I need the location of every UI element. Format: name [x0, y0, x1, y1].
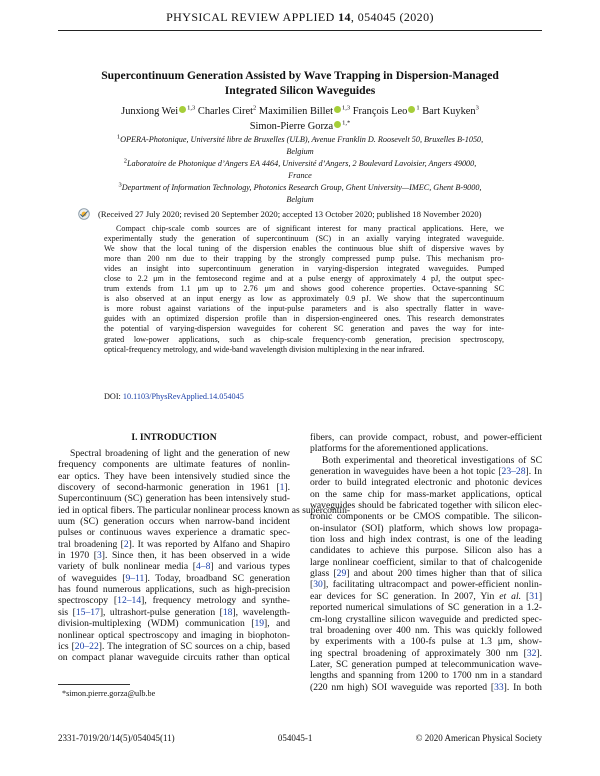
abstract-line: optical-frequency metrology, and wide-band wavelength division multiplexing in the near infrared.: [104, 344, 425, 354]
header-rule: [58, 30, 542, 31]
text-line: [58, 584, 290, 595]
doi-link[interactable]: 10.1103/PhysRevApplied.14.054045: [122, 392, 244, 401]
author: Charles Ciret$^2$: [197, 104, 257, 117]
citation-link[interactable]: 20–22: [74, 640, 99, 652]
abstract-line: experimentally study the generation of supercontinuum (SC) in an axially varying integrated waveguide.: [104, 234, 504, 244]
text-run: waveguides should be fabricated together with silicon elec-: [310, 500, 542, 512]
check-for-updates-icon[interactable]: [78, 208, 90, 220]
text-run: tronic components or be CMOS compatible. The silicon-: [310, 511, 542, 523]
text-line: [58, 607, 290, 618]
title-line: Supercontinuum Generation Assisted by Wave Trapping in Dispersion-Managed: [101, 69, 499, 82]
abstract: [104, 224, 504, 355]
text-line: [58, 652, 290, 663]
text-run: pulses or continuous waves experience a dramatic spec-: [58, 527, 290, 539]
text-run: fibers, can provide compact, robust, and power-efficient: [310, 432, 542, 443]
text-run: tral broadening over 400 nm. This was quickly followed: [310, 624, 542, 636]
citation-link[interactable]: 33: [494, 681, 504, 693]
text-run: et al.: [499, 590, 522, 602]
page-footer: [58, 733, 542, 743]
text-line: [58, 448, 290, 459]
footnote-rule: [58, 684, 130, 685]
text-line: [310, 511, 542, 522]
text-run: ]. Today, broadband SC generation: [144, 572, 290, 584]
text-run: ] and various types: [210, 561, 290, 573]
text-run: ]. In: [525, 466, 542, 478]
text-run: spectroscopy [: [58, 595, 118, 607]
text-line: [310, 500, 542, 511]
text-line: [58, 459, 290, 470]
article-title: [60, 68, 540, 98]
journal-volume: 14: [338, 10, 351, 24]
abstract-line: vides an insight into supercontinuum generation in varying-dispersion integrated waveguides. Pumped: [104, 264, 504, 274]
text-run: platforms for the aforementioned applications.: [310, 443, 489, 455]
text-run: ], ultrashort-pulse generation [: [99, 606, 223, 618]
text-run: (220 nm high) SOI waveguide was reported [: [310, 681, 495, 693]
article-number: 054045 (2020): [357, 10, 434, 24]
text-run: ]: [538, 590, 543, 602]
received-text: (Received 27 July 2020; revised 20 September 2020; accepted 13 October 2020; published 18 November 2020): [98, 209, 482, 219]
text-line: [310, 557, 542, 568]
text-line: [310, 591, 542, 602]
text-run: lengths and spanning from 1200 to 1700 nm in a standard: [310, 670, 542, 682]
abstract-line: close to 2.2 μm in the femtosecond regime and at a pulse energy of approximately 4 pJ, the output spec-: [104, 274, 504, 284]
text-line: [310, 466, 542, 477]
citation-link[interactable]: 23–28: [501, 466, 526, 478]
text-run: ].: [284, 482, 290, 494]
text-line: [310, 489, 542, 500]
orcid-icon[interactable]: [334, 106, 341, 113]
doi-label: DOI:: [104, 392, 121, 401]
text-line: [310, 545, 542, 556]
text-run: has found numerous applications, such as high-precision: [58, 584, 290, 596]
text-run: sis [: [58, 606, 76, 618]
text-run: ].: [536, 647, 542, 659]
copyright: © 2020 American Physical Society: [415, 733, 542, 743]
text-run: ics [: [58, 640, 75, 652]
affiliations: [90, 134, 510, 206]
text-run: ], and: [264, 618, 290, 630]
text-run: generation in waveguides have been a hot topic [: [310, 466, 502, 478]
journal-name: PHYSICAL REVIEW APPLIED: [166, 10, 335, 24]
text-line: [310, 579, 542, 590]
text-run: nonlinear optical spectroscopy and imaging in biophoton-: [58, 629, 290, 641]
text-line: [310, 636, 542, 647]
text-run: tral broadening [: [58, 538, 124, 550]
text-run: candidates to achieve this purpose. Silicon also has a: [310, 545, 542, 557]
text-line: [310, 602, 542, 613]
text-line: [310, 432, 542, 443]
text-run: frequency components are ultimate features of nonlin-: [58, 459, 290, 471]
text-run: tion loss and high index contrast, is one of the leading: [310, 534, 542, 546]
text-line: [58, 641, 290, 652]
text-line: [310, 648, 542, 659]
text-run: ]. The integration of SC sources on a chip, based: [98, 640, 290, 652]
author: Bart Kuyken$^3$: [422, 104, 479, 117]
text-line: [310, 659, 542, 670]
text-run: ], frequency metrology and synthe-: [141, 595, 290, 607]
page-number: 054045-1: [277, 733, 313, 743]
orcid-icon[interactable]: [408, 106, 415, 113]
text-line: [58, 550, 290, 561]
text-line: [58, 561, 290, 572]
text-run: uum (SC) generation occurs when narrow-band incident: [58, 516, 290, 528]
text-line: [58, 482, 290, 493]
text-run: [: [521, 590, 530, 602]
text-line: [310, 523, 542, 534]
abstract-line: We show that the local tuning of the dispersion enables the continuous blue shift of dispersive waves by: [104, 244, 504, 254]
citation-link[interactable]: 32: [526, 647, 537, 659]
citation-link[interactable]: 2: [123, 538, 129, 550]
citation-link[interactable]: 1: [279, 482, 285, 494]
author: François Leo $^1$: [352, 104, 420, 117]
text-run: Spectral broadening of light and the generation of new: [70, 448, 290, 459]
text-run: discovery of second-harmonic generation in 1961 [: [58, 482, 280, 494]
abstract-line: Compact chip-scale comb sources are of significant interest for many practical applications. Here, we: [116, 224, 504, 233]
text-run: on-insulator (SOI) platform, which shows low propaga-: [310, 522, 542, 534]
author-list: [60, 104, 540, 134]
text-run: ]. Since then, it has been observed in a wide: [101, 550, 290, 562]
text-run: order to build integrated electronic and photonic devices: [310, 477, 542, 489]
text-run: glass [: [310, 568, 337, 580]
author: Maximilien Billet $^{1,3}$: [258, 104, 351, 117]
abstract-line: the potential of varying-dispersion waveguides for coherent SC generation and paves the way for inte-: [104, 324, 504, 334]
orcid-icon[interactable]: [334, 121, 341, 128]
text-run: on the same chip for mass-market applications, optical: [310, 488, 542, 500]
text-run: ]. In both: [503, 681, 542, 693]
citation-link[interactable]: 12–14: [117, 595, 142, 607]
text-run: Both experimental and theoretical investigations of SC: [322, 454, 542, 466]
text-line: [310, 455, 542, 466]
doi: [104, 392, 244, 401]
text-line: [310, 614, 542, 625]
citation-link[interactable]: 4–8: [196, 561, 211, 573]
text-run: on compact planar waveguide circuits rather than optical: [58, 652, 290, 664]
text-line: [58, 595, 290, 606]
abstract-line: guides with an optimized dispersion profile than in dispersion-engineered ones. This research demonstrates: [104, 314, 504, 324]
text-run: ], wavelength-: [232, 606, 290, 618]
text-line: [58, 471, 290, 482]
received-dates: [78, 208, 528, 220]
text-run: ], facilitating ultracompact and power-efficient nonlin-: [322, 579, 542, 591]
text-run: cm-long crystalline silicon waveguide and predicted spec-: [310, 613, 542, 625]
text-run: [: [310, 579, 314, 591]
abstract-line: is also observed at an input energy as low as approximately 0.9 pJ. We show that the supercontinuum: [104, 294, 504, 304]
text-run: variety of bulk nonlinear media [: [58, 561, 196, 573]
text-run: Supercontinuum (SC) generation has been intensively stud-: [58, 493, 290, 505]
text-line: [58, 516, 290, 527]
text-line: [310, 682, 542, 693]
text-run: large nonlinear coefficient, similar to that of chalcogenide: [310, 556, 542, 568]
text-run: Later, SC generation pumped at telecommunication wave-: [310, 658, 542, 670]
abstract-line: more than 200 nm due to their trapping by the strongly compressed pump pulse. This mechanism pro-: [104, 254, 504, 264]
citation-link[interactable]: 29: [336, 568, 347, 580]
affiliation: $^1$OPERA-Photonique, Université libre de Bruxelles (ULB), Avenue Franklin D. Roosevelt 50, Bruxelles B-1050, Belgium: [116, 133, 484, 156]
abstract-line: trum extends from 1.1 μm up to 2.76 μm and shows good coherence properties. Octave-spanning SC: [104, 284, 504, 294]
author: Simon-Pierre Gorza $^{1,*}$: [249, 119, 351, 132]
citation-link[interactable]: 31: [529, 590, 539, 602]
text-run: ing spectral broadening of approximately 300 nm [: [310, 647, 527, 659]
citation-link[interactable]: 9–11: [125, 572, 145, 584]
text-run: by experiments with a 100-fs pulse at 1.3 μm, show-: [310, 636, 542, 648]
text-line: [58, 539, 290, 550]
text-line: [58, 573, 290, 584]
section-heading: I. INTRODUCTION: [131, 432, 217, 443]
text-line: [310, 534, 542, 545]
text-line: [310, 443, 542, 454]
text-run: of waveguides [: [58, 572, 126, 584]
text-line: [310, 670, 542, 681]
citation-link[interactable]: 15–17: [75, 606, 100, 618]
right-column: [310, 432, 542, 693]
affiliation: $^2$Laboratoire de Photonique d’Angers EA 4464, Université d’Angers, 2 Boulevard Lavoisier, Angers 49000, France: [123, 157, 477, 180]
title-line: Integrated Silicon Waveguides: [224, 84, 376, 97]
text-line: [310, 625, 542, 636]
text-run: ] and about 200 times higher than that of silica: [346, 568, 542, 580]
text-line: [310, 477, 542, 488]
text-run: ]. It was reported by Alfano and Shapiro: [128, 538, 290, 550]
abstract-line: is more robust against variations of the input-pulse parameters and is also spectrally flatter in wave-: [104, 304, 504, 314]
text-line: [58, 493, 290, 504]
text-run: in 1970 [: [58, 550, 97, 562]
text-run: ear optics. They have been intensively studied since the: [58, 470, 290, 482]
text-line: [58, 618, 290, 629]
citation-link[interactable]: 19: [254, 618, 265, 630]
text-line: [58, 504, 351, 516]
citation-link[interactable]: 3: [97, 550, 102, 562]
footer-issn: 2331-7019/20/14(5)/054045(11): [58, 733, 175, 743]
text-line: [58, 527, 290, 538]
citation-link[interactable]: 18: [222, 606, 233, 618]
citation-link[interactable]: 30: [313, 579, 323, 591]
text-run: ied in optical fibers. The particular nonlinear process known as supercontin-: [58, 504, 351, 516]
text-run: ear devices for SC generation. In 2007, Yin: [310, 590, 500, 602]
abstract-line: grated low-power applications, such as chip-scale frequency-comb generation, precision spectroscopy,: [104, 334, 504, 344]
author: Junxiong Wei $^{1,3}$: [121, 104, 196, 117]
text-line: [310, 568, 542, 579]
corresponding-email[interactable]: *simon.pierre.gorza@ulb.be: [62, 689, 156, 698]
text-line: [58, 630, 290, 641]
text-run: reported numerical simulations of SC generation in a 1.2-: [310, 602, 542, 614]
affiliation: $^3$Department of Information Technology, Photonics Research Group, Ghent University—IMEC, Ghent B-9000, Belgium: [118, 181, 482, 204]
orcid-icon[interactable]: [179, 106, 186, 113]
text-run: division-multiplexing (WDM) communication [: [58, 618, 255, 630]
journal-header: PHYSICAL REVIEW APPLIED 14, 054045 (2020): [166, 10, 434, 24]
